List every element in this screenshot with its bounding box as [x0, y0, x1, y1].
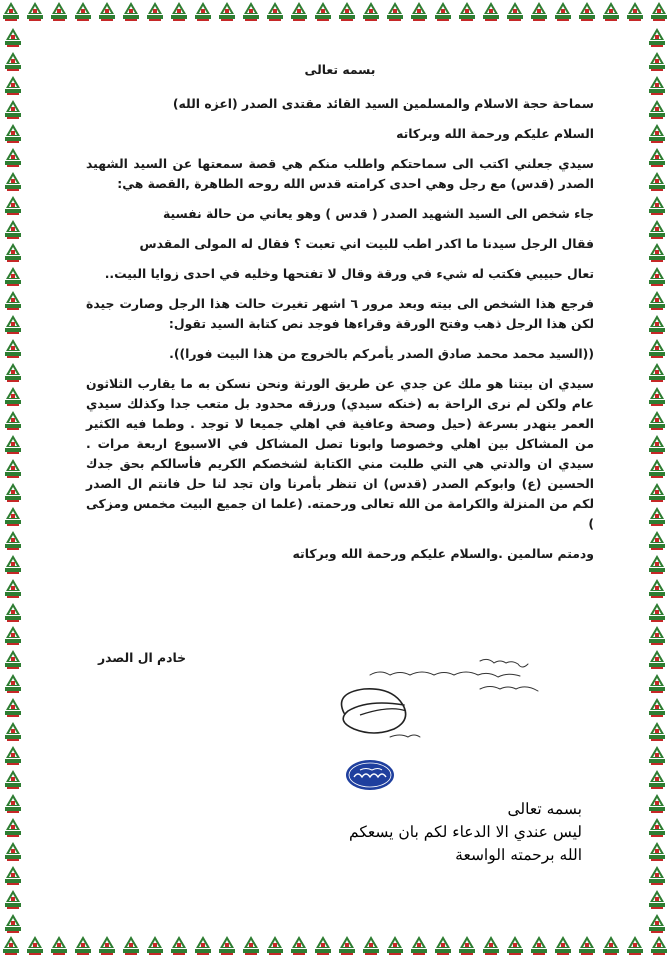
ornament-icon — [646, 505, 668, 527]
ornament-icon — [2, 720, 24, 742]
ornament-icon — [646, 912, 668, 934]
ornament-icon — [336, 0, 358, 22]
ornament-icon — [2, 624, 24, 646]
ornament-icon — [288, 0, 310, 22]
ornament-icon — [2, 577, 24, 599]
handwritten-reply — [330, 655, 560, 775]
ornament-icon — [2, 529, 24, 551]
ornament-icon — [648, 934, 670, 956]
ornament-icon — [432, 0, 454, 22]
letter-paragraph: فقال الرجل سيدنا ما اكدر اطب للبيت اني تعبت ؟ فقال له المولى المقدس — [139, 236, 594, 251]
ornament-icon — [2, 840, 24, 862]
ornament-icon — [646, 218, 668, 240]
ornament-icon — [168, 0, 190, 22]
ornament-icon — [480, 934, 502, 956]
ornament-icon — [240, 934, 262, 956]
letter-paragraph: جاء شخص الى السيد الشهيد الصدر ( قدس ) وهو يعاني من حالة نفسية — [162, 206, 594, 221]
ornament-icon — [646, 26, 668, 48]
ornament-icon — [646, 409, 668, 431]
ornament-icon — [2, 265, 24, 287]
ornament-icon — [646, 337, 668, 359]
ornament-icon — [96, 934, 118, 956]
letter-addressee: سماحة حجة الاسلام والمسلمين السيد القائد مقتدى الصدر (اعزه الله) — [172, 96, 594, 111]
ornament-icon — [646, 194, 668, 216]
ornament-icon — [216, 0, 238, 22]
ornament-icon — [624, 934, 646, 956]
ornament-icon — [2, 122, 24, 144]
ornament-icon — [646, 720, 668, 742]
ornament-icon — [646, 816, 668, 838]
border-right — [644, 26, 670, 934]
ornament-icon — [312, 0, 334, 22]
letter-paragraph: سيدي ان بيتنا هو ملك عن جدي عن طريق الورثة ونحن نسكن به ما يقارب الثلاثون عام ولكن لم نرى الراحة به (خنكه سيدي) ورزقه محدود بل متعب جدا وكذلك سيدي العمر ينهدر بسرعة (حيل وصحة وعافية في اهلي جميعا لا توجد . وطما فيه الكثير من المشاكل بين اهلي وخصوصا وابونا تصل المشاكل في الاسبوع اربعة مرات . سيدي ان والدتي هي التي طلبت مني الكتابة لشخصكم الكريم فأسالكم بحق جدك الحسين (ع) وابوكم الصدر (قدس) ان تنظر بأمرنا وان تجد لنا حل فانتم ال الصدر لكم من المنزلة والكرامة من الله تعالى ورحمته. (علما ان جميع البيت مخمس ومزكى ) — [86, 376, 594, 531]
ornament-icon — [646, 265, 668, 287]
ornament-icon — [646, 313, 668, 335]
letter-paragraph: ((السيد محمد محمد صادق الصدر يأمركم بالخروج من هذا البيت فورا)). — [169, 346, 594, 361]
letter-signer: خادم ال الصدر — [98, 650, 187, 665]
letter-body — [86, 60, 594, 564]
ornament-icon — [2, 194, 24, 216]
ornament-icon — [384, 934, 406, 956]
ornament-icon — [2, 481, 24, 503]
ornament-icon — [2, 50, 24, 72]
ornament-icon — [192, 0, 214, 22]
ornament-icon — [2, 672, 24, 694]
ornament-icon — [528, 0, 550, 22]
ornament-icon — [646, 481, 668, 503]
ornament-icon — [2, 146, 24, 168]
ornament-icon — [646, 696, 668, 718]
ornament-icon — [408, 0, 430, 22]
ornament-icon — [504, 934, 526, 956]
ornament-icon — [24, 934, 46, 956]
reply-caption-line: بسمه تعالى — [507, 800, 582, 818]
ornament-icon — [0, 934, 22, 956]
ornament-icon — [2, 457, 24, 479]
reply-caption-line: ليس عندي الا الدعاء لكم بان يسعكم — [349, 823, 582, 841]
border-left — [0, 26, 26, 934]
border-bottom — [0, 934, 670, 960]
ornament-icon — [336, 934, 358, 956]
ornament-icon — [2, 337, 24, 359]
ornament-icon — [2, 361, 24, 383]
letter-basmala: بسمه تعالى — [304, 62, 376, 77]
ornament-icon — [504, 0, 526, 22]
ornament-icon — [456, 0, 478, 22]
ornament-icon — [240, 0, 262, 22]
ornament-icon — [312, 934, 334, 956]
ornament-icon — [528, 934, 550, 956]
ornament-icon — [2, 648, 24, 670]
ornament-icon — [2, 385, 24, 407]
ornament-icon — [552, 934, 574, 956]
ornament-icon — [2, 696, 24, 718]
ornament-icon — [72, 0, 94, 22]
ornament-icon — [2, 505, 24, 527]
ornament-icon — [2, 912, 24, 934]
ornament-icon — [2, 313, 24, 335]
ornament-icon — [2, 241, 24, 263]
border-top — [0, 0, 670, 26]
ornament-icon — [646, 648, 668, 670]
ornament-icon — [2, 409, 24, 431]
ornament-icon — [2, 792, 24, 814]
ornament-icon — [2, 888, 24, 910]
ornament-icon — [646, 553, 668, 575]
letter-closing: ودمتم سالمين .والسلام عليكم ورحمة الله وبركاته — [292, 546, 594, 561]
ornament-icon — [192, 934, 214, 956]
ornament-icon — [648, 0, 670, 22]
ornament-icon — [624, 0, 646, 22]
ornament-icon — [288, 934, 310, 956]
ornament-icon — [646, 601, 668, 623]
ornament-icon — [264, 0, 286, 22]
ornament-icon — [384, 0, 406, 22]
ornament-icon — [646, 433, 668, 455]
ornament-icon — [646, 241, 668, 263]
ornament-icon — [2, 74, 24, 96]
ornament-icon — [0, 0, 22, 22]
letter-paragraph: تعال حبيبي فكتب له شيء في ورقة وقال لا تفتحها وخليه في احدى زوايا البيت.. — [104, 266, 594, 281]
ornament-icon — [48, 934, 70, 956]
ornament-icon — [144, 0, 166, 22]
ornament-icon — [646, 385, 668, 407]
ornament-icon — [432, 934, 454, 956]
ornament-icon — [646, 122, 668, 144]
letter-paragraph: سيدي جعلني اكتب الى سماحتكم واطلب منكم هي قصة سمعتها عن السيد الشهيد الصدر (قدس) مع رجل وهي احدى كرامته قدس الله روحه الطاهرة ,القصة هي: — [86, 156, 594, 191]
ornament-icon — [2, 768, 24, 790]
ornament-icon — [216, 934, 238, 956]
ornament-icon — [2, 433, 24, 455]
ornament-icon — [646, 888, 668, 910]
ornament-icon — [646, 840, 668, 862]
ornament-icon — [168, 934, 190, 956]
ornament-icon — [2, 864, 24, 886]
ornament-icon — [600, 0, 622, 22]
ornament-icon — [646, 457, 668, 479]
letter-greeting: السلام عليكم ورحمة الله وبركاته — [396, 126, 594, 141]
ornament-icon — [646, 768, 668, 790]
seal-stamp — [344, 758, 396, 792]
ornament-icon — [2, 816, 24, 838]
reply-caption-line: الله برحمته الواسعة — [455, 846, 582, 864]
ornament-icon — [2, 744, 24, 766]
ornament-icon — [646, 98, 668, 120]
ornament-icon — [72, 934, 94, 956]
ornament-icon — [600, 934, 622, 956]
reply-caption — [349, 798, 582, 867]
ornament-icon — [120, 934, 142, 956]
ornament-icon — [24, 0, 46, 22]
ornament-icon — [480, 0, 502, 22]
ornament-icon — [576, 0, 598, 22]
ornament-icon — [646, 289, 668, 311]
ornament-icon — [456, 934, 478, 956]
ornament-icon — [264, 934, 286, 956]
ornament-icon — [144, 934, 166, 956]
ornament-icon — [2, 553, 24, 575]
ornament-icon — [646, 74, 668, 96]
ornament-icon — [646, 744, 668, 766]
ornament-icon — [360, 934, 382, 956]
ornament-icon — [2, 289, 24, 311]
ornament-icon — [120, 0, 142, 22]
ornament-icon — [2, 98, 24, 120]
ornament-icon — [576, 934, 598, 956]
ornament-icon — [360, 0, 382, 22]
ornament-icon — [646, 146, 668, 168]
ornament-icon — [2, 170, 24, 192]
ornament-icon — [646, 864, 668, 886]
ornament-icon — [408, 934, 430, 956]
ornament-icon — [96, 0, 118, 22]
ornament-icon — [646, 624, 668, 646]
ornament-icon — [646, 361, 668, 383]
ornament-icon — [646, 529, 668, 551]
ornament-icon — [2, 218, 24, 240]
ornament-icon — [2, 26, 24, 48]
ornament-icon — [2, 601, 24, 623]
ornament-icon — [48, 0, 70, 22]
ornament-icon — [552, 0, 574, 22]
ornament-icon — [646, 577, 668, 599]
ornament-icon — [646, 50, 668, 72]
ornament-icon — [646, 792, 668, 814]
ornament-icon — [646, 672, 668, 694]
ornament-icon — [646, 170, 668, 192]
letter-paragraph: فرجع هذا الشخص الى بيته وبعد مرور ٦ اشهر تغيرت حالت هذا الرجل وصارت جيدة لكن هذا الرجل ذهب وفتح الورقة وقراءها فوجد نص كتابة السيد تقول: — [86, 296, 594, 331]
